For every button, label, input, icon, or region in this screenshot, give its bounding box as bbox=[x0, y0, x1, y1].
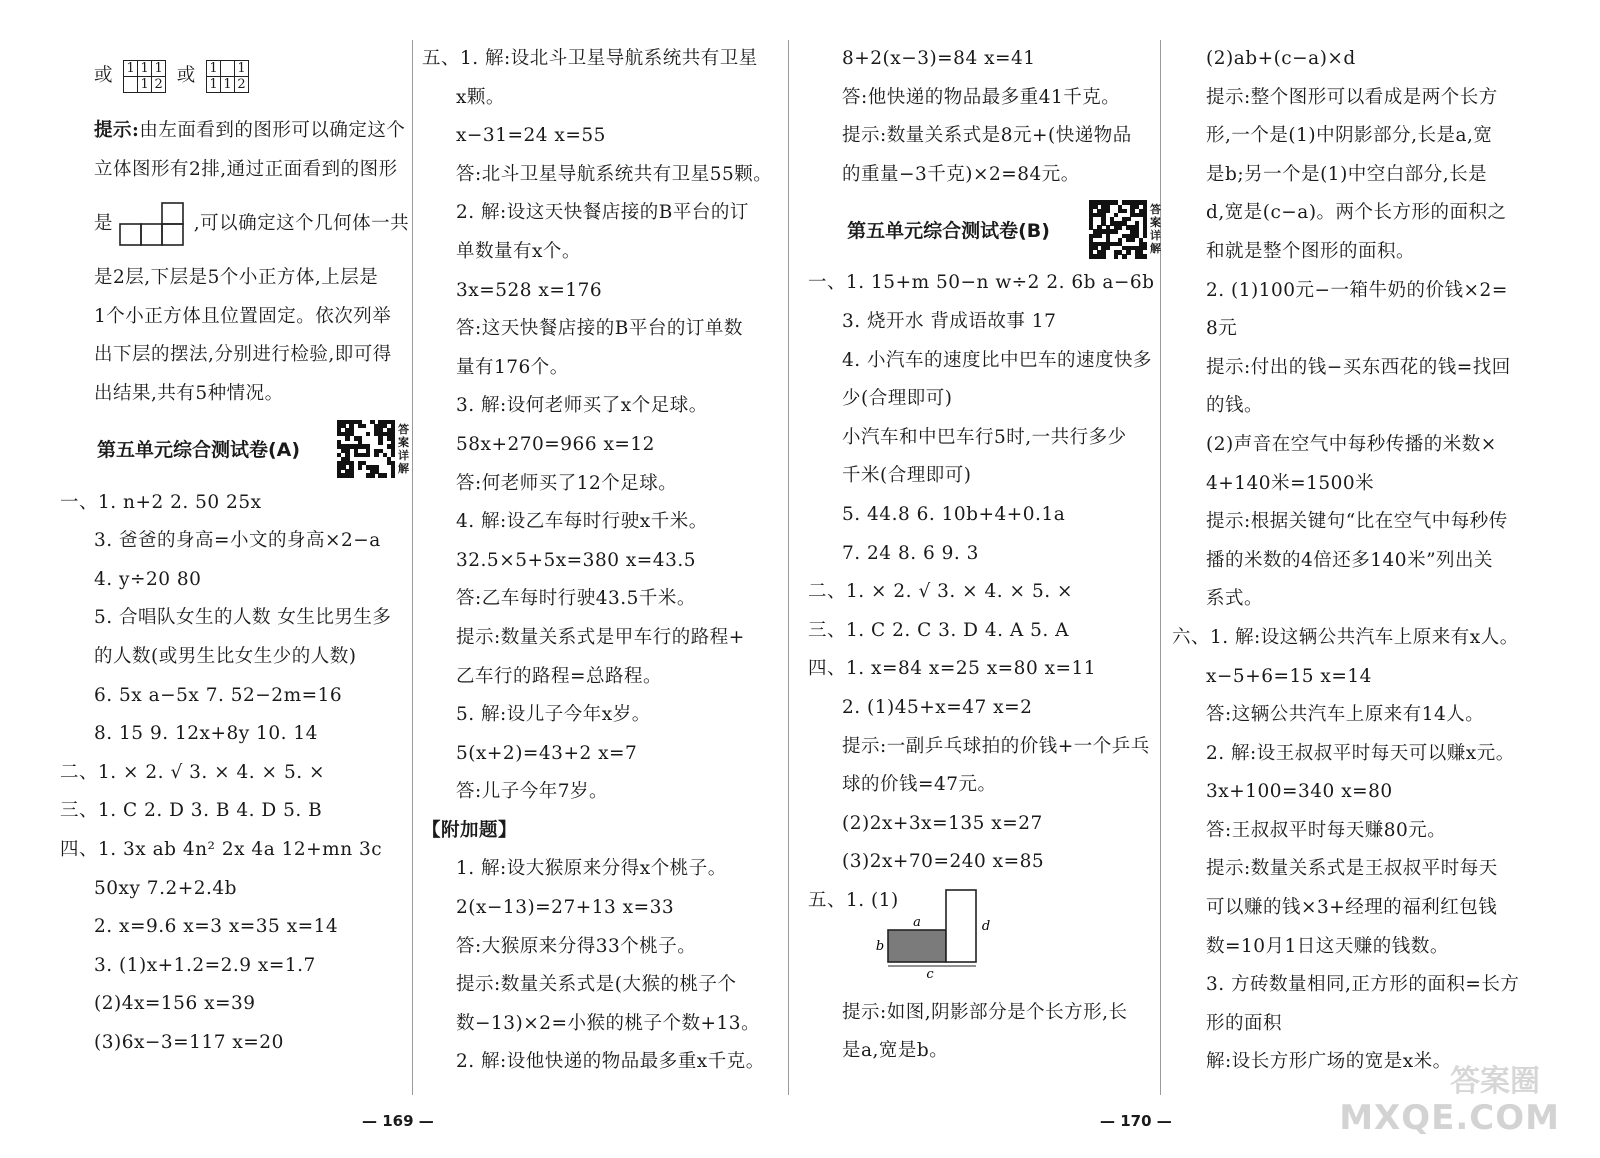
hint-line: 的重量−3千克)×2=84元。 bbox=[842, 163, 1080, 185]
hint-line: 是a,宽是b。 bbox=[842, 1040, 949, 1062]
hint-line: 提示:数量关系式是甲车行的路程+ bbox=[456, 626, 745, 648]
answer-line: (2)2x+3x=135 x=27 bbox=[842, 812, 1043, 834]
answer-line: 4. 小汽车的速度比中巴车的速度快多 bbox=[842, 349, 1153, 371]
answer-line: 二、1. × 2. √ 3. × 4. × 5. × bbox=[60, 761, 325, 783]
rectangle-figure-row bbox=[808, 882, 1164, 994]
or-text: 或 bbox=[94, 65, 114, 86]
shaded-rectangle-figure bbox=[868, 886, 1008, 990]
answer-line: 2. x=9.6 x=3 x=35 x=14 bbox=[94, 916, 339, 938]
answer-line: 解:设长方形广场的宽是x米。 bbox=[1206, 1051, 1452, 1073]
hint-line: 提示:一副乒乓球拍的价钱+一个乒乓 bbox=[842, 735, 1150, 757]
answer-line: 一、1. n+2 2. 50 25x bbox=[60, 491, 262, 513]
answer-line: 答:这辆公共汽车上原来有14人。 bbox=[1206, 704, 1485, 726]
hint-line: 和就是整个图形的面积。 bbox=[1206, 240, 1416, 262]
answer-line: 单数量有x个。 bbox=[456, 240, 581, 262]
or-text: 或 bbox=[176, 65, 196, 86]
page-number-left: — 169 — bbox=[362, 1112, 434, 1130]
answer-line: x−31=24 x=55 bbox=[456, 125, 606, 147]
answer-line: 3x=528 x=176 bbox=[456, 279, 603, 301]
answer-line: 答:他快递的物品最多重41千克。 bbox=[842, 86, 1121, 108]
answer-line: 2. 解:设王叔叔平时每天可以赚x元。 bbox=[1206, 742, 1515, 764]
hint-line: 提示:付出的钱−买东西花的钱=找回 bbox=[1206, 356, 1511, 378]
hint-line: 提示:整个图形可以看成是两个长方 bbox=[1206, 86, 1498, 108]
hint-line: 提示:由左面看到的图形可以确定这个 bbox=[94, 120, 406, 141]
answer-line: 1. 解:设大猴原来分得x个桃子。 bbox=[456, 858, 727, 880]
label-d: d bbox=[981, 918, 991, 934]
column-divider bbox=[412, 40, 413, 1095]
answer-line: 5. 44.8 6. 10b+4+0.1a bbox=[842, 503, 1066, 525]
qr-label: 答案详解 bbox=[1150, 203, 1161, 256]
answer-line: 小汽车和中巴车行5时,一共行多少 bbox=[842, 426, 1127, 448]
count-grid-2: 1 1 1 1 2 bbox=[206, 60, 249, 93]
answer-line: (2)ab+(c−a)×d bbox=[1206, 48, 1356, 69]
text-line: 出结果,共有5种情况。 bbox=[94, 382, 284, 404]
answer-line: 答:乙车每时行驶43.5千米。 bbox=[456, 588, 696, 610]
answer-line: 3. 爸爸的身高=小文的身高×2−a bbox=[94, 530, 381, 552]
column-2 bbox=[422, 40, 778, 1090]
text-line: 是2层,下层是5个小正方体,上层是 bbox=[94, 267, 379, 289]
hint-line: d,宽是(c−a)。两个长方形的面积之 bbox=[1206, 202, 1507, 224]
answer-line: x颗。 bbox=[456, 86, 505, 108]
answer-line: 六、1. 解:设这辆公共汽车上原来有x人。 bbox=[1172, 626, 1519, 648]
shaded-rectangle bbox=[888, 930, 946, 962]
qr-code-icon bbox=[1089, 200, 1147, 258]
column-divider bbox=[788, 40, 789, 1095]
answer-line: 8. 15 9. 12x+8y 10. 14 bbox=[94, 723, 318, 745]
page-number-right: — 170 — bbox=[1100, 1112, 1172, 1130]
hint-line: 形,一个是(1)中阴影部分,长是a,宽 bbox=[1206, 125, 1493, 147]
hint-line: 球的价钱=47元。 bbox=[842, 774, 997, 796]
blank-rectangle bbox=[946, 890, 976, 962]
answer-line: 6. 5x a−5x 7. 52−2m=16 bbox=[94, 684, 343, 706]
answer-line: 2(x−13)=27+13 x=33 bbox=[456, 897, 675, 919]
answer-line: 8+2(x−3)=84 x=41 bbox=[842, 48, 1036, 69]
qr-code-icon bbox=[337, 420, 395, 478]
hint-line: 系式。 bbox=[1206, 588, 1264, 610]
hint-line: 提示:数量关系式是王叔叔平时每天 bbox=[1206, 858, 1498, 880]
text-line: 出下层的摆法,分别进行检验,即可得 bbox=[94, 344, 392, 366]
answer-line: 答:儿子今年7岁。 bbox=[456, 781, 609, 803]
hint-line: 提示:数量关系式是(大猴的桃子个 bbox=[456, 974, 737, 996]
answer-line: 三、1. C 2. C 3. D 4. A 5. A bbox=[808, 619, 1070, 641]
hint-line: 提示:根据关键句“比在空气中每秒传 bbox=[1206, 511, 1508, 533]
answer-line: 少(合理即可) bbox=[842, 388, 953, 410]
answer-line: 3. 烧开水 背成语故事 17 bbox=[842, 310, 1057, 332]
answer-line: 的人数(或男生比女生少的人数) bbox=[94, 645, 357, 667]
hint-line: 播的米数的4倍还多140米”列出关 bbox=[1206, 549, 1494, 571]
answer-line: 3. (1)x+1.2=2.9 x=1.7 bbox=[94, 954, 316, 976]
watermark-text: MXQE.COM bbox=[1339, 1098, 1560, 1138]
column-3 bbox=[808, 40, 1164, 1090]
text-line: 1个小正方体且位置固定。依次列举 bbox=[94, 305, 392, 327]
hint-line: 的钱。 bbox=[1206, 395, 1264, 417]
answer-line: 2. 解:设这天快餐店接的B平台的订 bbox=[456, 202, 749, 224]
answer-line: (2)声音在空气中每秒传播的米数× bbox=[1206, 433, 1497, 455]
label-b: b bbox=[875, 938, 885, 954]
answer-line: 2. 解:设他快递的物品最多重x千克。 bbox=[456, 1051, 765, 1073]
section-title-b: 第五单元综合测试卷(B) 答案详解 bbox=[808, 194, 1164, 264]
count-grid-1: 1 1 1 1 2 bbox=[123, 60, 166, 93]
hint-line: 可以赚的钱×3+经理的福利红包钱 bbox=[1206, 897, 1498, 919]
answer-line: 3. 方砖数量相同,正方形的面积=长方 bbox=[1206, 974, 1520, 996]
section-title-a: 第五单元综合测试卷(A) 答案详解 bbox=[60, 414, 412, 484]
hint-line: 提示:数量关系式是8元+(快递物品 bbox=[842, 125, 1132, 147]
qr-label: 答案详解 bbox=[398, 422, 409, 475]
grid-options-line bbox=[60, 40, 412, 112]
answer-line: (3)2x+70=240 x=85 bbox=[842, 851, 1045, 873]
front-view-figure bbox=[119, 201, 187, 247]
answer-line: 四、1. 3x ab 4n² 2x 4a 12+mn 3c bbox=[60, 838, 383, 860]
answer-line: 千米(合理即可) bbox=[842, 465, 972, 487]
answer-line: 一、1. 15+m 50−n w÷2 2. 6b a−6b bbox=[808, 272, 1155, 294]
hint-line: 数=10月1日这天赚的钱数。 bbox=[1206, 935, 1449, 957]
watermark-logo: 答案圈 bbox=[1450, 1064, 1540, 1099]
hint-line: 乙车行的路程=总路程。 bbox=[456, 665, 663, 687]
answer-line: 4. y÷20 80 bbox=[94, 568, 202, 590]
answer-line: 二、1. × 2. √ 3. × 4. × 5. × bbox=[808, 581, 1073, 603]
column-4 bbox=[1172, 40, 1568, 1090]
answer-line: 答:北斗卫星导航系统共有卫星55颗。 bbox=[456, 163, 773, 185]
answer-line: 8元 bbox=[1206, 318, 1238, 340]
answer-line: 答:大猴原来分得33个桃子。 bbox=[456, 935, 697, 957]
answer-line: 3x+100=340 x=80 bbox=[1206, 781, 1393, 803]
bonus-heading: 【附加题】 bbox=[422, 819, 518, 841]
answer-line: 5(x+2)=43+2 x=7 bbox=[456, 742, 638, 764]
answer-line: 5. 合唱队女生的人数 女生比男生多 bbox=[94, 607, 392, 629]
answer-line: 4+140米=1500米 bbox=[1206, 472, 1375, 494]
answer-line: 7. 24 8. 6 9. 3 bbox=[842, 542, 979, 564]
front-view-line: 是 ,可以确定这个几何体一共 bbox=[60, 189, 412, 259]
answer-line: 答:王叔叔平时每天赚80元。 bbox=[1206, 819, 1447, 841]
answer-line: 三、1. C 2. D 3. B 4. D 5. B bbox=[60, 800, 323, 822]
answer-line: 2. (1)45+x=47 x=2 bbox=[842, 696, 1033, 718]
answer-line: 50xy 7.2+2.4b bbox=[94, 877, 237, 899]
answer-line: 量有176个。 bbox=[456, 356, 569, 378]
answer-line: 答:何老师买了12个足球。 bbox=[456, 472, 678, 494]
hint-line: 是b;另一个是(1)中空白部分,长是 bbox=[1206, 163, 1488, 185]
answer-line: 58x+270=966 x=12 bbox=[456, 433, 655, 455]
answer-line: 四、1. x=84 x=25 x=80 x=11 bbox=[808, 658, 1097, 680]
text-line: 立体图形有2排,通过正面看到的图形 bbox=[94, 158, 398, 180]
answer-line: 32.5×5+5x=380 x=43.5 bbox=[456, 549, 696, 571]
column-1 bbox=[60, 40, 412, 1090]
hint-line: 数−13)×2=小猴的桃子个数+13。 bbox=[456, 1012, 761, 1034]
answer-line: 形的面积 bbox=[1206, 1012, 1283, 1034]
answer-line: (3)6x−3=117 x=20 bbox=[94, 1031, 284, 1053]
answer-line: 2. (1)100元−一箱牛奶的价钱×2= bbox=[1206, 279, 1508, 301]
answer-line: 答:这天快餐店接的B平台的订单数 bbox=[456, 318, 743, 340]
answer-line: 3. 解:设何老师买了x个足球。 bbox=[456, 395, 708, 417]
label-c: c bbox=[926, 966, 934, 982]
label-a: a bbox=[913, 914, 921, 930]
answer-line: (2)4x=156 x=39 bbox=[94, 993, 256, 1015]
figure-label: 五、1. (1) bbox=[808, 889, 899, 911]
hint-line: 提示:如图,阴影部分是个长方形,长 bbox=[842, 1001, 1128, 1023]
answer-line: 4. 解:设乙车每时行驶x千米。 bbox=[456, 511, 708, 533]
answer-line: 五、1. 解:设北斗卫星导航系统共有卫星 bbox=[422, 48, 758, 69]
answer-line: 5. 解:设儿子今年x岁。 bbox=[456, 704, 651, 726]
answer-line: x−5+6=15 x=14 bbox=[1206, 665, 1372, 687]
